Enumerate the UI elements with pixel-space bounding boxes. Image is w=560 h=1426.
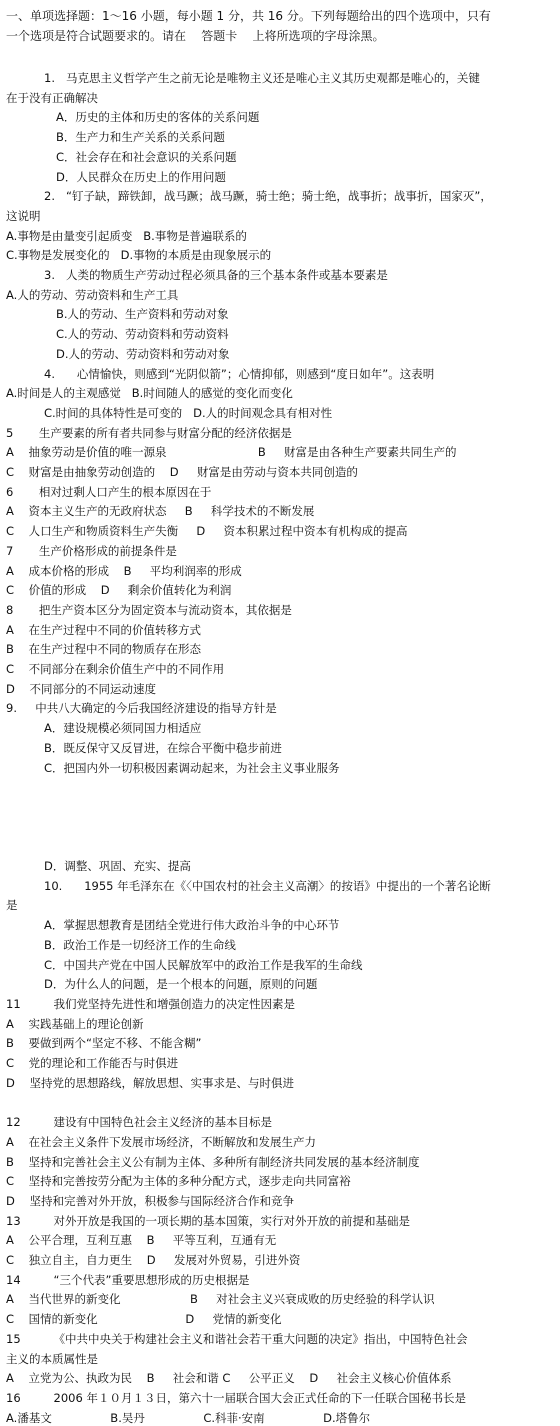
question-line: C．中国共产党在中国人民解放军中的政治工作是我军的生命线: [44, 957, 363, 972]
question-line: A．掌握思想教育是团结全党进行伟大政治斗争的中心环节: [44, 918, 340, 933]
question-line: B．政治工作是一切经济工作的生命线: [44, 937, 236, 952]
question-line: 10. 1955 年毛泽东在《〈中国农村的社会主义高潮〉的按语》中提出的一个著名论断: [44, 878, 491, 893]
question-line: 6 相对过剩人口产生的根本原因在于: [6, 484, 212, 499]
question-line: C.时间的具体特性是可变的 D.人的时间观念具有相对性: [44, 405, 333, 420]
question-line: 11 我们党坚持先进性和增强创造力的决定性因素是: [6, 996, 296, 1011]
question-line: D.人的劳动、劳动资料和劳动对象: [56, 346, 230, 361]
question-line: C 财富是由抽象劳动创造的 D 财富是由劳动与资本共同创造的: [6, 465, 358, 479]
question-line: A.潘基文 B.吴丹 C.科菲·安南 D.塔鲁尔: [6, 1410, 371, 1425]
question-line: A 抽象劳动是价值的唯一源泉 B 财富是由各种生产要素共同生产的: [6, 445, 457, 460]
question-line: 16 2006 年１０月１３日，第六十一届联合国大会正式任命的下一任联合国秘书长是: [6, 1390, 466, 1405]
question-line: A 资本主义生产的无政府状态 B 科学技术的不断发展: [6, 504, 315, 519]
question-line: 13 对外开放是我国的一项长期的基本国策，实行对外开放的前提和基础是: [6, 1213, 411, 1228]
section-intro-line-1: 一、单项选择题：1～16 小题，每小题 1 分，共 16 分。下列每题给出的四个选项中，只有: [6, 9, 491, 23]
question-line: A 公平合理，互利互惠 B 平等互利，互通有无: [6, 1233, 277, 1248]
question-line: B 在生产过程中不同的物质存在形态: [6, 642, 202, 657]
question-line: A 实践基础上的理论创新: [6, 1016, 144, 1031]
question-line: D 坚持党的思想路线，解放思想、实事求是、与时俱进: [6, 1075, 294, 1090]
question-line: A 在社会主义条件下发展市场经济，不断解放和发展生产力: [6, 1134, 316, 1149]
question-line: A 当代世界的新变化 B 对社会主义兴衰成败的历史经验的科学认识: [6, 1292, 435, 1307]
question-line: 9. 中共八大确定的今后我国经济建设的指导方针是: [6, 701, 277, 716]
question-line: 主义的本质属性是: [6, 1351, 98, 1366]
question-line: 1. 马克思主义哲学产生之前无论是唯物主义还是唯心主义其历史观都是唯心的，关键: [44, 71, 480, 85]
question-line: 4. 心情愉快，则感到“光阴似箭”；心情抑郁，则感到“度日如年”。这表明: [44, 366, 435, 381]
question-line: 8 把生产资本区分为固定资本与流动资本，其依据是: [6, 602, 292, 617]
question-line: B 坚持和完善社会主义公有制为主体、多种所有制经济共同发展的基本经济制度: [6, 1154, 420, 1169]
question-line: C.事物是发展变化的 D.事物的本质是由现象展示的: [6, 248, 272, 263]
question-line: 3. 人类的物质生产劳动过程必须具备的三个基本条件或基本要素是: [44, 268, 388, 282]
question-line: A 立党为公、执政为民 B 社会和谐 C 公平正义 D 社会主义核心价值体系: [6, 1371, 452, 1386]
question-line: C 党的理论和工作能否与时俱进: [6, 1056, 179, 1070]
question-line: A．历史的主体和历史的客体的关系问题: [56, 110, 260, 125]
question-line: B．既反保守又反冒进，在综合平衡中稳步前进: [44, 740, 282, 755]
question-line: A 在生产过程中不同的价值转移方式: [6, 622, 201, 637]
question-line: C.人的劳动、劳动资料和劳动资料: [56, 327, 229, 342]
question-line: 在于没有正确解决: [6, 90, 98, 105]
section-intro-line-2: 一个选项是符合试题要求的。请在 答题卡 上将所选项的字母涂黑。: [6, 29, 385, 43]
question-line: C 不同部分在剩余价值生产中的不同作用: [6, 662, 225, 676]
question-line: A.时间是人的主观感觉 B.时间随人的感觉的变化而变化: [6, 386, 293, 401]
question-line: C．把国内外一切积极因素调动起来，为社会主义事业服务: [44, 760, 340, 775]
question-line: A．建设规模必须同国力相适应: [44, 721, 202, 736]
question-line: 14 “三个代表”重要思想形成的历史根据是: [6, 1272, 250, 1287]
question-line: 是: [6, 898, 18, 913]
question-line: A 成本价格的形成 B 平均利润率的形成: [6, 563, 242, 578]
question-line: D 不同部分的不同运动速度: [6, 681, 156, 696]
question-line: B．生产力和生产关系的关系问题: [56, 130, 225, 145]
question-line: C．社会存在和社会意识的关系问题: [56, 149, 237, 164]
question-line: D．为什么人的问题，是一个根本的问题，原则的问题: [44, 977, 318, 992]
question-line: D．人民群众在历史上的作用问题: [56, 169, 226, 184]
question-line: 15 《中共中央关于构建社会主义和谐社会若干重大问题的决定》指出，中国特色社会: [6, 1331, 468, 1346]
question-line: D．调整、巩固、充实、提高: [44, 859, 191, 873]
question-line: C 价值的形成 D 剩余价值转化为利润: [6, 583, 232, 598]
question-line: A.事物是由量变引起质变 B.事物是普遍联系的: [6, 228, 247, 243]
question-line: 7 生产价格形成的前提条件是: [6, 543, 177, 558]
question-line: D 坚持和完善对外开放，积极参与国际经济合作和竞争: [6, 1193, 294, 1208]
question-line: C 人口生产和物质资料生产失衡 D 资本积累过程中资本有机构成的提高: [6, 524, 408, 539]
question-line: 12 建设有中国特色社会主义经济的基本目标是: [6, 1115, 273, 1130]
question-line: C 独立自主，自力更生 D 发展对外贸易，引进外资: [6, 1253, 301, 1267]
question-line: C 坚持和完善按劳分配为主体的多种分配方式，逐步走向共同富裕: [6, 1174, 351, 1189]
question-line: 5 生产要素的所有者共同参与财富分配的经济依据是: [6, 425, 292, 440]
question-line: B 要做到两个“坚定不移、不能含糊”: [6, 1036, 202, 1051]
question-line: 2. “钉子缺，蹄铁卸，战马蹶；战马蹶，骑士绝；骑士绝，战事折；战事折，国家灭”，: [44, 189, 492, 204]
question-line: 这说明: [6, 208, 41, 223]
question-line: B.人的劳动、生产资料和劳动对象: [56, 307, 229, 322]
question-line: C 国情的新变化 D 党情的新变化: [6, 1312, 282, 1327]
question-line: A.人的劳动、劳动资料和生产工具: [6, 287, 179, 302]
